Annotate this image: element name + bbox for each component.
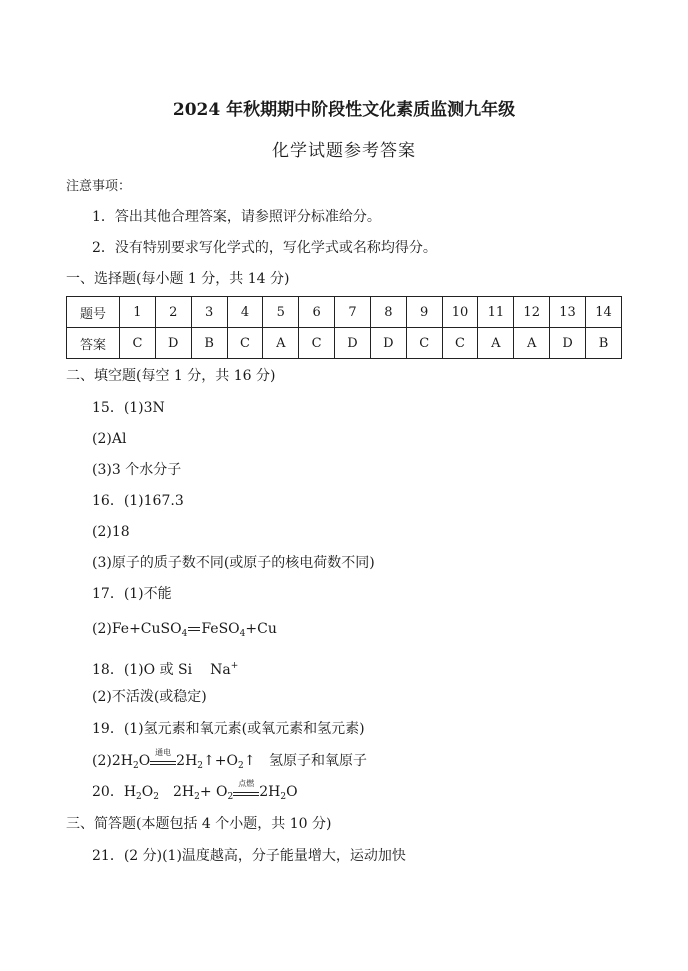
eq-subscript: 4: [181, 629, 188, 639]
answer-19-1: 19．(1)氢元素和氧元素(或氧元素和氢元素): [92, 721, 365, 737]
eq-lhs: Fe+CuSO: [111, 621, 182, 637]
table-cell: D: [155, 328, 191, 359]
table-cell: 12: [514, 297, 550, 328]
reaction-condition: [233, 779, 259, 801]
table-cell: 11: [478, 297, 514, 328]
eq-subscript: 2: [197, 761, 204, 771]
table-row-numbers: [67, 297, 622, 328]
eq-part: 2H: [173, 784, 195, 800]
ion-charge: +: [230, 661, 239, 671]
answer-17-2-equation: [92, 620, 277, 643]
eq-subscript: 2: [132, 761, 139, 771]
table-cell: 13: [550, 297, 586, 328]
eq-subscript: 4: [239, 629, 246, 639]
table-cell: 9: [406, 297, 442, 328]
eq-part: 2H: [259, 784, 281, 800]
answer-19-2-extra: 氢原子和氧原子: [269, 753, 367, 769]
table-cell: 1: [120, 297, 156, 328]
eq-part: O: [286, 784, 298, 800]
answer-18-2: (2)不活泼(或稳定): [92, 689, 207, 705]
condition-label: 点燃: [238, 779, 255, 788]
answer-16-2: (2)18: [92, 524, 130, 540]
answer-15-3: (3)3 个水分子: [92, 462, 182, 478]
table-cell: 4: [227, 297, 263, 328]
table-cell: 8: [370, 297, 406, 328]
eq-subscript: 2: [227, 792, 234, 802]
section1-heading: 一、选择题(每小题 1 分，共 14 分): [66, 271, 290, 287]
eq-part: 2H: [176, 753, 198, 769]
answer-16-3: (3)原子的质子数不同(或原子的核电荷数不同): [92, 555, 375, 571]
answer-table: [66, 296, 622, 359]
answer-15-2: (2)Al: [92, 431, 127, 447]
table-cell: 7: [335, 297, 371, 328]
section3-heading: 三、简答题(本题包括 4 个小题，共 10 分): [66, 816, 332, 832]
table-cell: D: [370, 328, 406, 359]
eq-part: O: [138, 753, 151, 769]
note-item-2: 2．没有特别要求写化学式的，写化学式或名称均得分。: [92, 240, 437, 256]
eq-product: FeSO: [201, 621, 240, 637]
table-cell: 14: [585, 297, 621, 328]
table-cell: D: [335, 328, 371, 359]
eq-subscript: 2: [153, 792, 159, 802]
table-cell: 5: [263, 297, 299, 328]
note-item-1: 1．答出其他合理答案，请参照评分标准给分。: [92, 209, 381, 225]
eq-prefix: (2): [92, 621, 112, 637]
eq-subscript: 2: [237, 761, 244, 771]
ion-symbol: Na: [210, 662, 231, 678]
notes-heading: 注意事项：: [66, 179, 132, 194]
eq-subscript: 2: [280, 792, 287, 802]
page-title: 2024 年秋期期中阶段性文化素质监测九年级: [172, 100, 516, 120]
table-cell: 2: [155, 297, 191, 328]
table-cell: C: [299, 328, 335, 359]
table-cell: C: [442, 328, 478, 359]
reaction-condition: [150, 748, 176, 770]
table-cell: C: [227, 328, 263, 359]
table-cell: C: [120, 328, 156, 359]
eq-part: (2)2H: [92, 753, 133, 769]
table-row-answers: [67, 328, 622, 359]
equals-sign-icon: [187, 620, 201, 638]
row-label-number: 题号: [67, 297, 120, 328]
answer-19-2-equation: [92, 748, 256, 775]
answer-17-1: 17．(1)不能: [92, 586, 172, 602]
answer-21: 21．(2 分)(1)温度越高，分子能量增大，运动加快: [92, 848, 406, 864]
table-cell: A: [514, 328, 550, 359]
answer-18-1: [92, 657, 238, 679]
eq-part: ↑: [243, 753, 256, 769]
table-cell: 3: [191, 297, 227, 328]
table-cell: A: [478, 328, 514, 359]
answer-16-1: 16．(1)167.3: [92, 493, 184, 509]
answer-18-1-text: 18．(1)O 或 Si: [92, 662, 193, 678]
table-cell: B: [585, 328, 621, 359]
eq-subscript: 2: [136, 792, 142, 802]
eq-part: O: [141, 784, 154, 800]
eq-part: ↑+O: [203, 753, 238, 769]
row-label-answer: 答案: [67, 328, 120, 359]
table-cell: 10: [442, 297, 478, 328]
eq-subscript: 2: [194, 792, 200, 802]
table-cell: D: [550, 328, 586, 359]
condition-label: 通电: [155, 748, 172, 757]
table-cell: 6: [299, 297, 335, 328]
table-cell: B: [191, 328, 227, 359]
question-number: 20．: [92, 784, 124, 800]
page-subtitle: 化学试题参考答案: [272, 141, 416, 161]
eq-rhs: +Cu: [245, 621, 277, 637]
eq-part: H: [123, 784, 137, 800]
eq-part: + O: [199, 784, 228, 800]
table-cell: A: [263, 328, 299, 359]
section2-heading: 二、填空题(每空 1 分，共 16 分): [66, 368, 276, 384]
answer-15-1: 15．(1)3N: [92, 400, 165, 416]
answer-20: [92, 779, 298, 806]
table-cell: C: [406, 328, 442, 359]
